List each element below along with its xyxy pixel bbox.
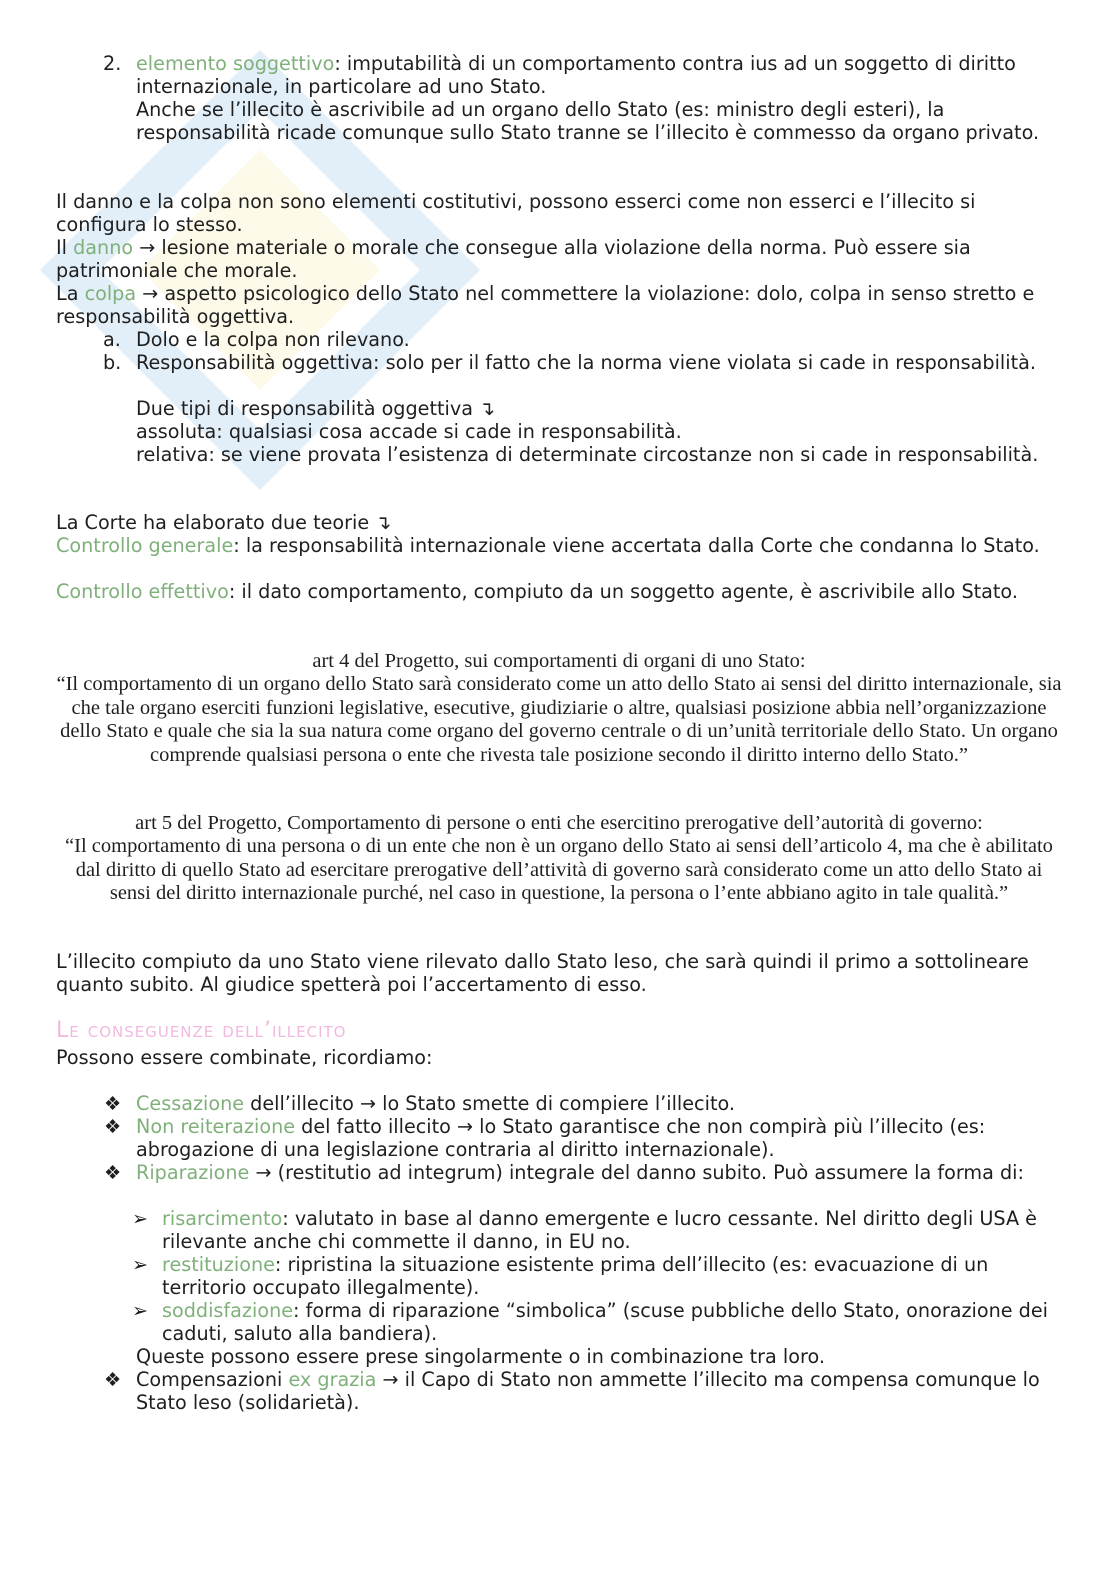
compensazioni-text: → il Capo di Stato non ammette l’illecito ma compensa comunque lo Stato leso (solidarietà). — [136, 1368, 1040, 1414]
due-tipi: Due tipi di responsabilità oggettiva ↴ — [136, 397, 496, 420]
non-reiterazione-text: del fatto illecito → lo Stato garantisce che non compirà più l’illecito (es: abrogazione di una legislazione contraria al diritto internazionale). — [136, 1115, 986, 1161]
item2-definition: : imputabilità di un comportamento contra ius ad un soggetto di diritto internazionale, in particolare ad uno Stato. — [136, 52, 1016, 98]
term-controllo-generale: Controllo generale — [56, 534, 234, 557]
term-restituzione: restituzione — [162, 1253, 275, 1276]
paragraph-danno — [56, 236, 1066, 282]
term-ex-grazia: ex grazia — [288, 1368, 377, 1391]
restituzione-text: : ripristina la situazione esistente prima dell’illecito (es: evacuazione di un territorio occupato illegalmente). — [162, 1253, 989, 1299]
term-cessazione: Cessazione — [136, 1092, 245, 1115]
soddisfazione-text: : forma di riparazione “simbolica” (scuse pubbliche dello Stato, onorazione dei caduti, saluto alla bandiera). — [162, 1299, 1048, 1345]
art5-title: art 5 del Progetto, Comportamento di persone o enti che esercitino prerogative dell’autorità di governo: — [135, 812, 983, 834]
term-elemento-soggettivo: elemento soggettivo — [136, 52, 335, 75]
danno-prefix: Il — [56, 236, 74, 259]
item2-text — [136, 52, 1066, 98]
form-risarcimento — [162, 1207, 1066, 1253]
assoluta: assoluta: qualsiasi cosa accade si cade in responsabilità. — [136, 420, 682, 443]
danno-text: → lesione materiale o morale che consegue alla violazione della norma. Può essere sia patrimoniale che morale. — [56, 236, 971, 282]
list-item-b: Responsabilità oggettiva: solo per il fatto che la norma viene violata si cade in responsabilità. — [136, 351, 1036, 374]
arrow-bullet-icon: ➢ — [132, 1253, 149, 1276]
compensazioni-prefix: Compensazioni — [136, 1368, 289, 1391]
bullet-non-reiterazione — [136, 1115, 1066, 1161]
controllo-generale — [56, 534, 1066, 557]
risarcimento-text: : valutato in base al danno emergente e lucro cessante. Nel diritto degli USA è rilevante anche chi commette il danno, in EU no. — [162, 1207, 1037, 1253]
list-label-b: b. — [103, 351, 122, 374]
art4-block — [56, 650, 1062, 767]
item2-note: Anche se l’illecito è ascrivibile ad un organo dello Stato (es: ministro degli esteri), la responsabilità ricade comunque sullo Stato tranne se l’illecito è commesso da organo privato. — [136, 98, 1040, 144]
diamond-bullet-icon: ❖ — [104, 1368, 122, 1391]
form-soddisfazione — [162, 1299, 1066, 1345]
diamond-bullet-icon: ❖ — [104, 1092, 122, 1115]
term-colpa: colpa — [84, 282, 137, 305]
paragraph-danno-colpa: Il danno e la colpa non sono elementi costitutivi, possono esserci come non esserci e l’illecito si configura lo stesso. — [56, 190, 976, 236]
art4-quote: “Il comportamento di un organo dello Stato sarà considerato come un atto dello Stato ai sensi del diritto internazionale, sia che tale organo eserciti funzioni legislative, esecutive, giudiziarie o altre, qualsiasi posizione abbia nell’organizzazione dello Stato e quale che sia la sua natura come organo del governo centrale o di un’unità territoriale dello Stato. Un organo comprende qualsiasi persona o ente che rivesta tale posizione secondo il diritto interno dello Stato.” — [56, 673, 1062, 766]
bullet-compensazioni — [136, 1368, 1066, 1414]
term-controllo-effettivo: Controllo effettivo — [56, 580, 229, 603]
term-riparazione: Riparazione — [136, 1161, 250, 1184]
arrow-bullet-icon: ➢ — [132, 1207, 149, 1230]
art4-title: art 4 del Progetto, sui comportamenti di organi di uno Stato: — [312, 650, 806, 672]
possono-text: Possono essere combinate, ricordiamo: — [56, 1046, 433, 1069]
colpa-text: → aspetto psicologico dello Stato nel commettere la violazione: dolo, colpa in senso stretto e responsabilità oggettiva. — [56, 282, 1035, 328]
art5-quote: “Il comportamento di una persona o di un ente che non è un organo dello Stato ai sensi dell’articolo 4, ma che è abilitato dal diritto di quello Stato ad esercitare prerogative dell’attività di governo sarà considerato come un atto dello Stato ai sensi del diritto internazionale purché, nel caso in questione, la persona o l’ente abbiano agito in tale qualità.” — [65, 835, 1053, 905]
term-soddisfazione: soddisfazione — [162, 1299, 294, 1322]
form-restituzione — [162, 1253, 1066, 1299]
term-risarcimento: risarcimento — [162, 1207, 283, 1230]
diamond-bullet-icon: ❖ — [104, 1115, 122, 1138]
controllo-effettivo — [56, 580, 1066, 603]
cessazione-text: dell’illecito → lo Stato smette di compiere l’illecito. — [244, 1092, 735, 1115]
colpa-prefix: La — [56, 282, 85, 305]
corte-teorie: La Corte ha elaborato due teorie ↴ — [56, 511, 392, 534]
paragraph-illecito-rilevato: L’illecito compiuto da uno Stato viene rilevato dallo Stato leso, che sarà quindi il primo a sottolineare quanto subito. Al giudice spetterà poi l’accertamento di esso. — [56, 950, 1029, 996]
list-item-a: Dolo e la colpa non rilevano. — [136, 328, 410, 351]
bullet-cessazione — [136, 1092, 1066, 1115]
controllo-generale-text: : la responsabilità internazionale viene accertata dalla Corte che condanna lo Stato. — [233, 534, 1040, 557]
diamond-bullet-icon: ❖ — [104, 1161, 122, 1184]
list-number-2: 2. — [103, 52, 122, 75]
arrow-bullet-icon: ➢ — [132, 1299, 149, 1322]
term-danno: danno — [73, 236, 134, 259]
relativa: relativa: se viene provata l’esistenza di determinate circostanze non si cade in responsabilità. — [136, 443, 1039, 466]
riparazione-text: → (restitutio ad integrum) integrale del danno subito. Può assumere la forma di: — [249, 1161, 1024, 1184]
art5-block — [56, 812, 1062, 906]
section-heading: Le conseguenze dell’illecito — [56, 1018, 347, 1043]
bullet-riparazione — [136, 1161, 1066, 1184]
paragraph-colpa — [56, 282, 1066, 328]
term-non-reiterazione: Non reiterazione — [136, 1115, 296, 1138]
list-label-a: a. — [103, 328, 121, 351]
queste-text: Queste possono essere prese singolarmente o in combinazione tra loro. — [136, 1345, 825, 1368]
controllo-effettivo-text: : il dato comportamento, compiuto da un soggetto agente, è ascrivibile allo Stato. — [228, 580, 1018, 603]
